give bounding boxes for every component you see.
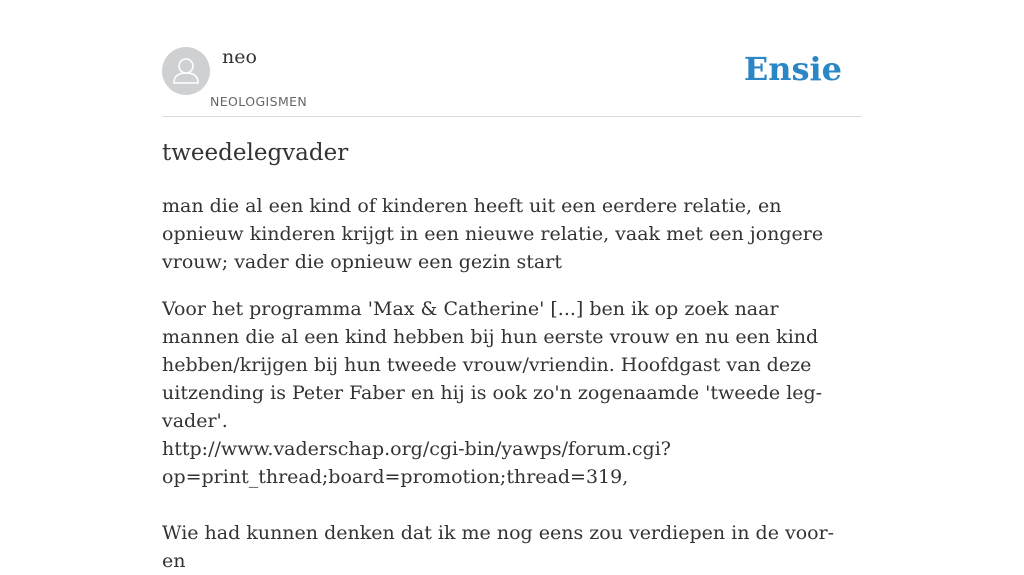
page-title: tweedelegvader [162, 140, 349, 166]
brand-logo[interactable]: Ensie [743, 50, 842, 88]
avatar[interactable] [162, 47, 210, 95]
example-source-url: http://www.vaderschap.org/cgi-bin/yawps/forum.cgi? [162, 438, 671, 460]
example-text-continued: Wie had kunnen denken dat ik me nog eens zou verdiepen in de voor- en [162, 522, 835, 572]
category-link[interactable]: NEOLOGISMEN [210, 94, 308, 109]
example-text: Voor het programma 'Max & Catherine' [...] ben ik op zoek naar mannen die al een kind hebben bij hun eerste vrouw en nu een kind hebben/krijgen bij hun tweede vrouw/vriendin. Hoofdgast van deze uitzending is Peter Faber en hij is ook zo'n zogenaamde 'tweede leg-vader'. [162, 298, 823, 432]
entry-header [162, 0, 862, 117]
user-icon [162, 47, 210, 95]
author-name[interactable]: neo [222, 46, 257, 68]
example-quote [162, 295, 852, 575]
paragraph-spacer [162, 491, 852, 519]
entry-page [162, 0, 862, 572]
example-source-url-continued: op=print_thread;board=promotion;thread=319, [162, 466, 629, 488]
definition-text: man die al een kind of kinderen heeft uit een eerdere relatie, en opnieuw kinderen krijgt in een nieuwe relatie, vaak met een jongere vrouw; vader die opnieuw een gezin start [162, 195, 824, 273]
